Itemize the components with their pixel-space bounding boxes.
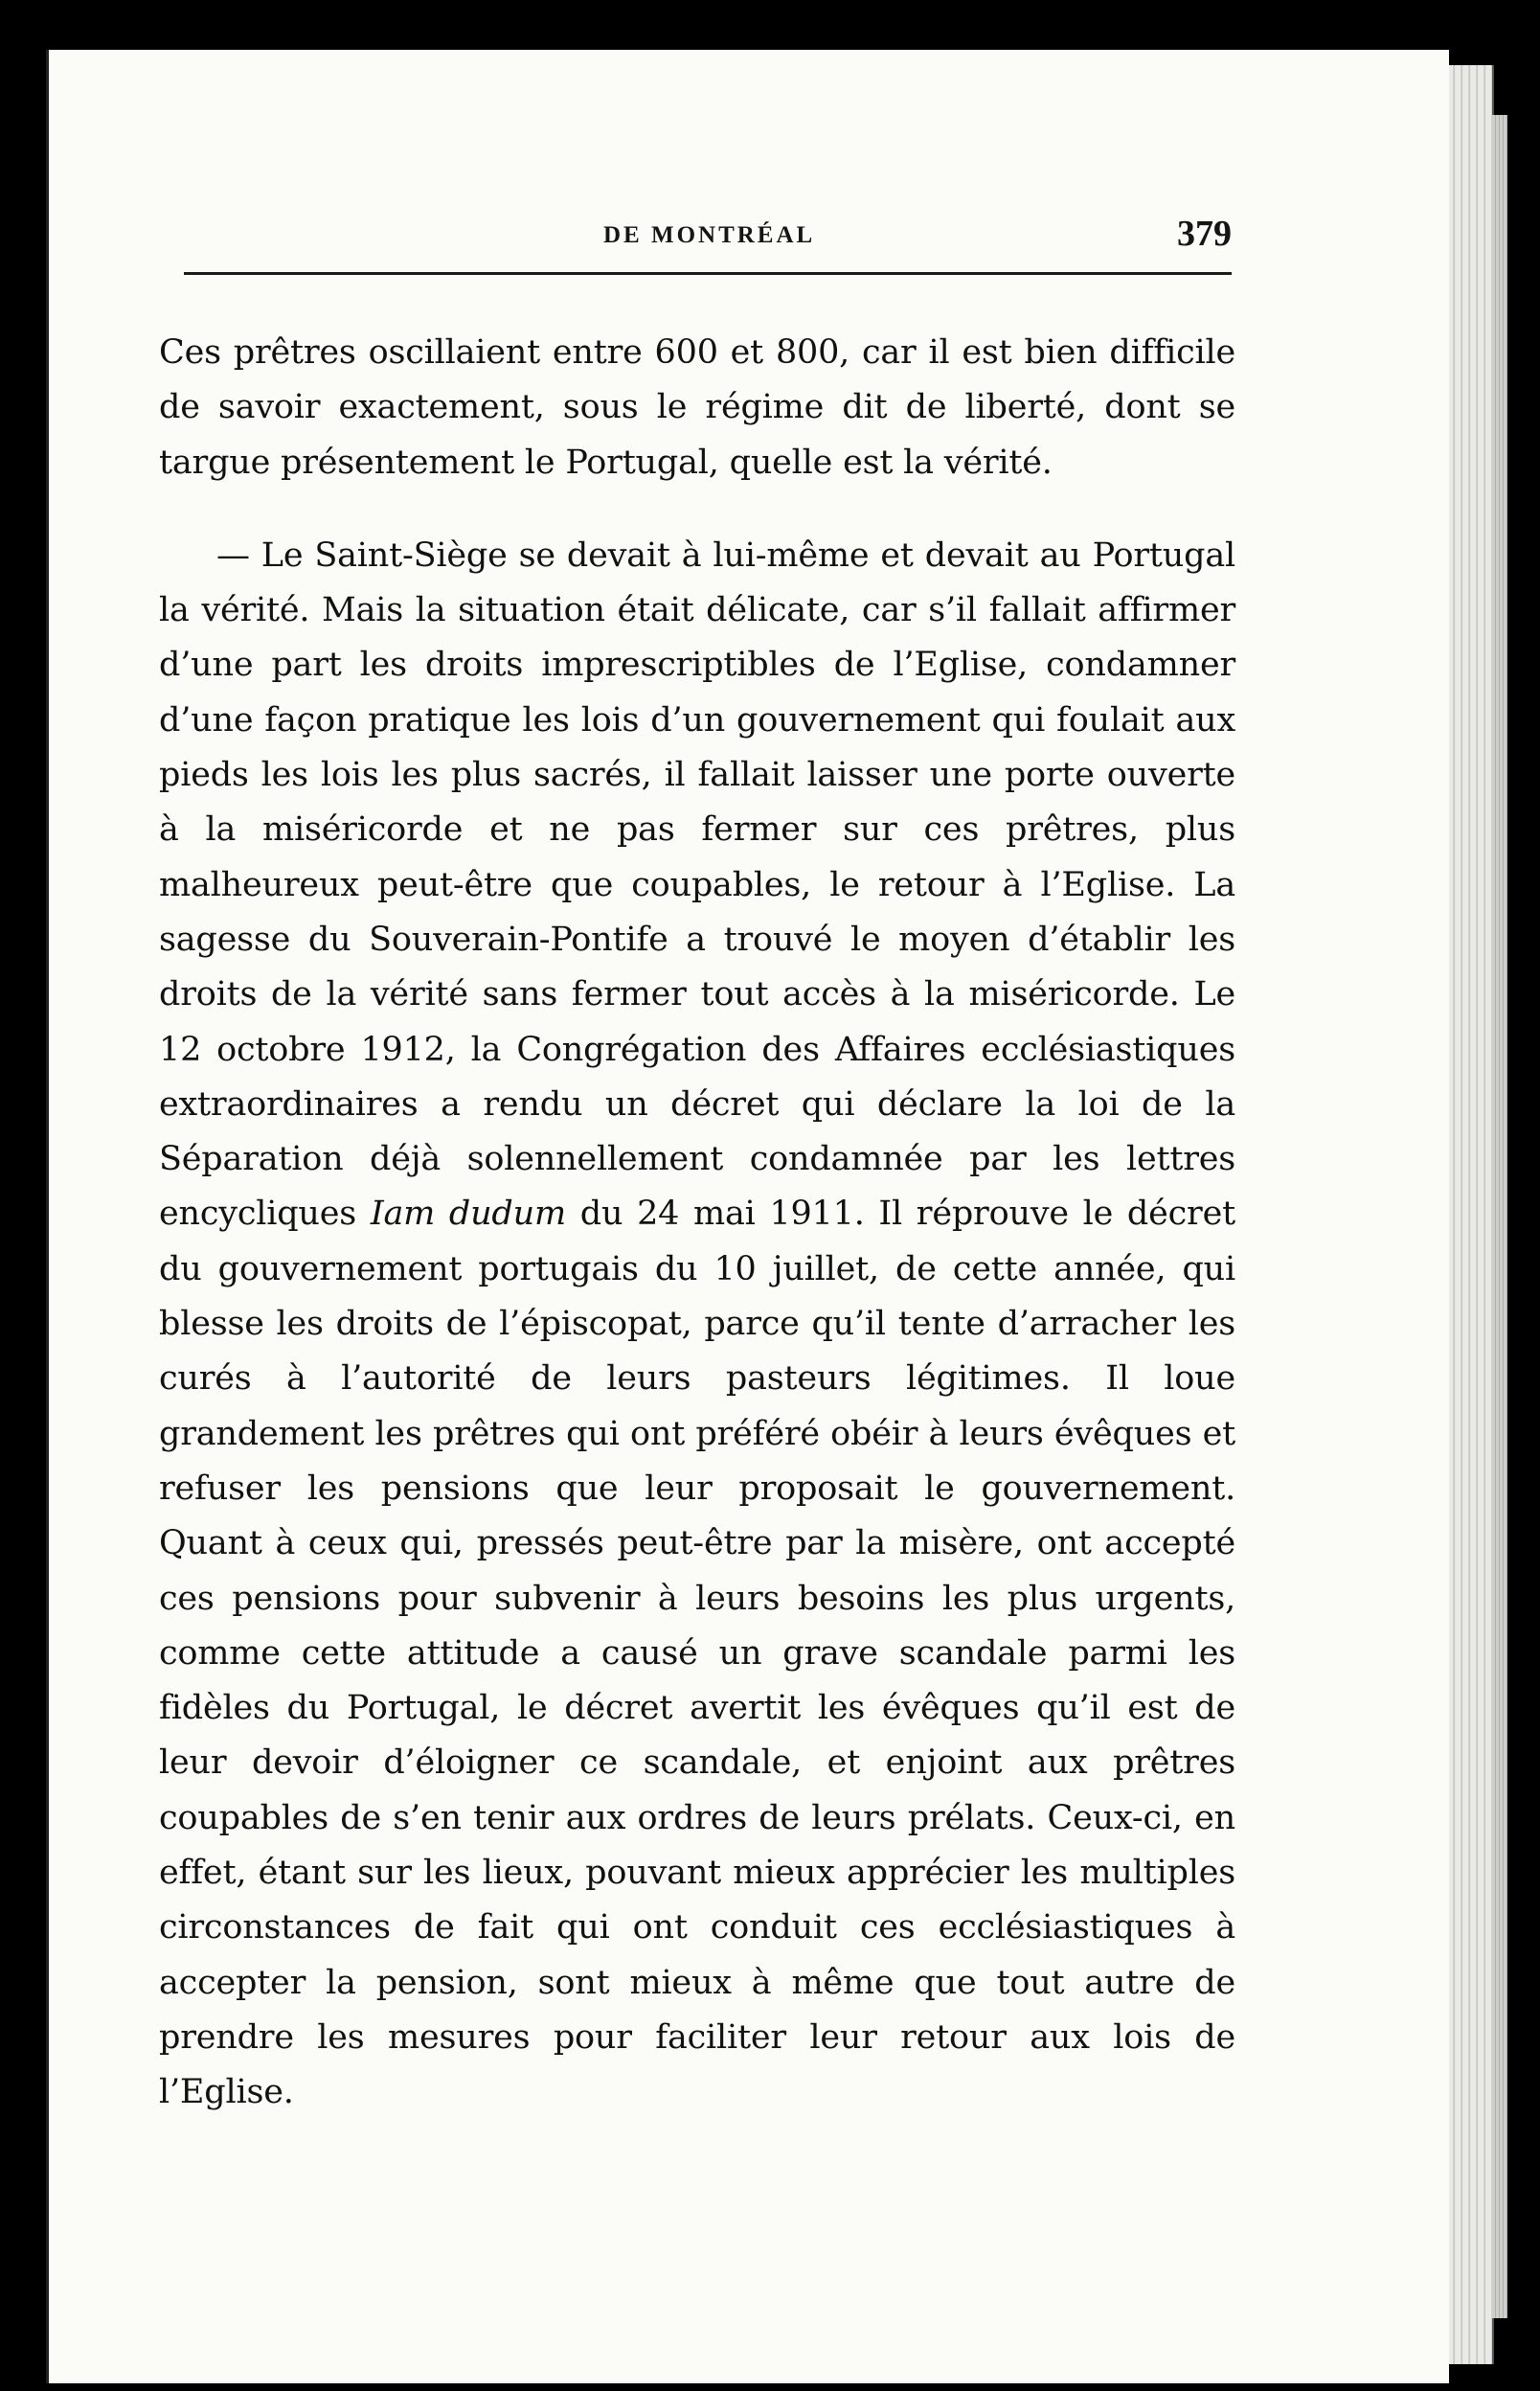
page-edges-shadow <box>1492 115 1507 2318</box>
paragraph-2-text-a: — Le Saint-Siège se devait à lui-même et devait au Portugal la vérité. Mais la situation était délicate, car s’il fallait affirmer d’une part les droits imprescriptibles de l’Eglise, condamner d’une façon pratique les lois d’un gouvernement qui foulait aux pieds les lois les plus sacrés, il fallait laisser une porte ouverte à la miséricorde et ne pas fermer sur ces prêtres, plus malheureux peut-être que coupables, le retour à l’Eglise. La sagesse du Souverain-Pontife a trouvé le moyen d’établir les droits de la vérité sans fermer tout accès à la miséricorde. Le 12 octobre 1912, la Congrégation des Affaires ecclésiastiques extraordinaires a rendu un décret qui déclare la loi de la Séparation déjà solennellement condamnée par les lettres encycliques <box>159 535 1235 1234</box>
paragraph-2-text-b: du 24 mai 1911. Il réprouve le décret du gouvernement portugais du 10 juillet, de cette année, qui blesse les droits de l’épiscopat, parce qu’il tente d’arracher les curés à l’autorité de leurs pasteurs légitimes. Il loue grandement les prêtres qui ont préféré obéir à leurs évêques et refuser les pensions que leur proposait le gouvernement. Quant à ceux qui, pressés peut-être par la misère, ont accepté ces pensions pour subvenir à leurs besoins les plus urgents, comme cette attitude a causé un grave scandale parmi les fidèles du Portugal, le décret avertit les évêques qu’il est de leur devoir d’éloigner ce scandale, et enjoint aux prêtres coupables de s’en tenir aux ordres de leurs prélats. Ceux-ci, en effet, étant sur les lieux, pouvant mieux apprécier les multiples circonstances de fait qui ont conduit ces ecclésiastiques à accepter la pension, sont mieux à même que tout autre de prendre les mesures pour faciliter leur retour aux lois de l’Eglise. <box>159 1195 1235 2112</box>
paragraph-2 <box>159 529 1235 2121</box>
running-head <box>182 214 1232 276</box>
page-number: 379 <box>1177 214 1232 254</box>
running-title: DE MONTRÉAL <box>603 222 816 248</box>
body-text <box>159 326 1235 2121</box>
paragraph-1: Ces prêtres oscillaient entre 600 et 800, car il est bien difficile de savoir exactement, sous le régime dit de liberté, dont se targue présentement le Portugal, quelle est la vérité. <box>159 333 1235 482</box>
header-rule <box>184 272 1232 275</box>
paragraph-2-italic-title: Iam dudum <box>370 1195 566 1234</box>
